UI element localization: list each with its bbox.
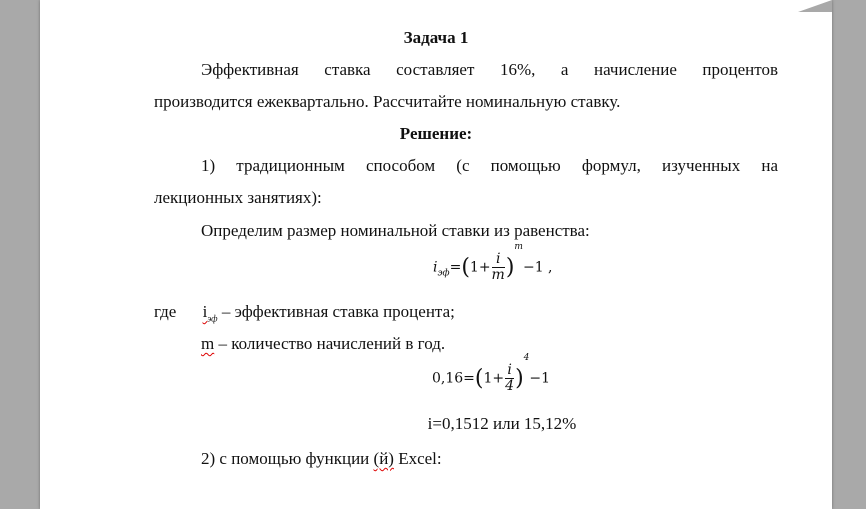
- formula-1-open-paren: (: [461, 255, 470, 280]
- formula-2-numerator: i: [505, 363, 514, 379]
- formula-1-fraction: [492, 252, 505, 283]
- where-symbol: $i_{эф}$: [202, 302, 218, 324]
- paragraph-1-line-1: Эффективная ставка составляет 16%, а начисление процентов: [201, 60, 778, 79]
- m-description: – количество начислений в год.: [214, 334, 446, 353]
- formula-2-eq: =: [463, 370, 475, 387]
- formula-1-denominator: m: [491, 267, 505, 283]
- formula-effective-rate: [433, 242, 553, 283]
- formula-2-close-paren: ): [515, 366, 524, 391]
- where-word: где: [154, 302, 177, 321]
- formula-1-exponent: m: [514, 242, 523, 252]
- paragraph-3: Определим размер номинальной ставки из равенства:: [201, 221, 590, 240]
- formula-2-one-plus: 1+: [483, 370, 505, 387]
- where-description: – эффективная ставка процента;: [217, 302, 455, 321]
- formula-1-lhs: i: [433, 259, 438, 276]
- paragraph-4-suffix: Excel:: [393, 449, 442, 468]
- paragraph-2-line-1: 1) традиционным способом (с помощью формул, изученных на: [201, 156, 778, 175]
- formula-1-lhs-sub: эф: [437, 268, 450, 279]
- formula-1-eq: =: [449, 259, 462, 276]
- paragraph-4: [201, 449, 442, 469]
- formula-1-numerator: i: [492, 252, 505, 268]
- formula-1-one-plus: 1+: [469, 259, 491, 276]
- task-title: Задача 1: [403, 28, 469, 47]
- document-page: [40, 0, 832, 509]
- formula-2-tail: −1: [529, 370, 551, 387]
- formula-1-tail: −1 ,: [522, 259, 553, 276]
- formula-2-fraction: [505, 363, 514, 394]
- result-line: i=0,1512 или 15,12%: [427, 414, 577, 433]
- solution-heading: Решение:: [399, 124, 473, 143]
- paragraph-4-prefix: 2) с помощью функции: [201, 449, 374, 468]
- formula-2-exponent: 4: [523, 353, 530, 363]
- formula-2-open-paren: (: [474, 366, 484, 391]
- paragraph-1-line-2: производится ежеквартально. Рассчитайте номинальную ставку.: [154, 92, 621, 111]
- formula-1-close-paren: ): [505, 255, 515, 280]
- page-corner: [798, 0, 832, 12]
- m-definition-line: [201, 334, 445, 354]
- function-name: (й): [373, 449, 394, 468]
- formula-2-denominator: 4: [505, 378, 515, 394]
- formula-2-lhs: 0,16: [432, 370, 464, 387]
- formula-substituted: [432, 353, 551, 394]
- where-line: [154, 302, 455, 323]
- paragraph-2-line-2: лекционных занятиях):: [154, 188, 322, 207]
- m-symbol: m: [201, 334, 215, 353]
